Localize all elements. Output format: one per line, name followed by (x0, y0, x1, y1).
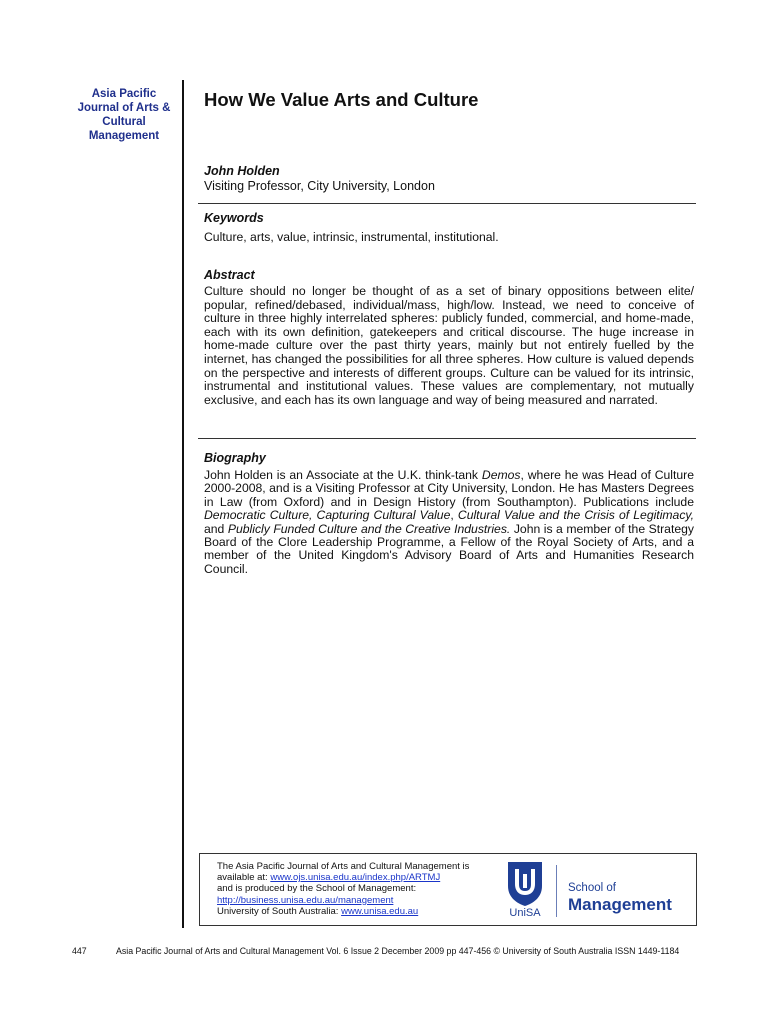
journal-name (70, 87, 178, 143)
management-text: Management (568, 895, 672, 914)
bio-demos: Demos (481, 468, 521, 482)
info-line: The Asia Pacific Journal of Arts and Cultural Management is (217, 861, 470, 872)
biography-heading: Biography (204, 451, 266, 465)
bio-publication: Democratic Culture, Capturing Cultural Value (204, 508, 451, 523)
bio-publication: Cultural Value and the Crisis of Legitimacy, (457, 508, 694, 523)
info-line (217, 872, 502, 883)
bio-publication: Publicly Funded Culture and the Creative Industries. (227, 521, 511, 536)
bio-text-part: , where he was Head of Culture 2000-2008, and is a Visiting Professor at City University, London. He has Masters Degrees in Law (from Oxford) and in Design History (from Southampton). Publications include (204, 468, 695, 509)
available-label: available at: (217, 872, 271, 884)
info-line (217, 895, 502, 906)
info-line: and is produced by the School of Management: (217, 883, 417, 895)
unisa-logo-icon (504, 860, 546, 918)
bio-text-part: John Holden is an Associate at the U.K. think-tank (204, 468, 482, 482)
vertical-divider (182, 80, 184, 928)
page-number: 447 (72, 946, 87, 956)
unisa-url-link[interactable]: www.unisa.edu.au (341, 905, 419, 917)
biography-text (204, 469, 694, 576)
keywords-text: Culture, arts, value, intrinsic, instrumental, institutional. (204, 230, 499, 244)
unisa-label: University of South Australia: (217, 905, 342, 917)
journal-name-line: Journal of Arts & (77, 102, 171, 114)
keywords-heading: Keywords (204, 211, 264, 225)
journal-name-line: Management (88, 130, 160, 142)
logo-divider (556, 865, 557, 917)
article-title: How We Value Arts and Culture (204, 89, 479, 110)
section-divider (198, 438, 696, 439)
bio-text-part: John is a member of the Strategy Board of the Clore Leadership Programme, a Fellow of the Royal Society of Arts, and a member of the United Kingdom's Advisory Board of Arts and Humanities Research Council. (204, 521, 694, 576)
bio-text-part: and (204, 521, 228, 536)
citation-line: Asia Pacific Journal of Arts and Cultural Management Vol. 6 Issue 2 December 2009 pp 447-456 © University of South Australia ISSN 1449-1184 (116, 946, 680, 956)
journal-info-text (217, 861, 502, 917)
journal-url-link[interactable]: www.ojs.unisa.edu.au/index.php/ARTMJ (270, 872, 441, 884)
unisa-logo-text: UniSA (509, 907, 541, 918)
author-name: John Holden (204, 164, 280, 178)
school-of-text: School of (568, 882, 616, 894)
info-line (217, 906, 502, 917)
bio-text-part: , (450, 508, 458, 523)
journal-name-line: Cultural (102, 116, 146, 128)
abstract-text: Culture should no longer be thought of as a set of binary oppositions between elite/ popular, refined/debased, individual/mass, high/low. Instead, we need to conceive of culture in three highly interrelated spheres: publicly funded, commercial, and home-made, each with its own definition, gatekeepers and critical discourse. The huge increase in home-made culture over the past thirty years, mainly but not entirely fuelled by the internet, has changed the possibilities for all three spheres. How culture is valued depends on the perspective and interests of different groups. Culture can be valued for its intrinsic, instrumental and institutional values. These values are complementary, not mutually exclusive, and each has its own language and way of being measured and narrated. (204, 284, 694, 407)
abstract-heading: Abstract (204, 268, 255, 282)
journal-name-line: Asia Pacific (91, 88, 157, 100)
management-url-link[interactable]: http://business.unisa.edu.au/management (217, 894, 394, 906)
section-divider (198, 203, 696, 204)
author-affiliation: Visiting Professor, City University, London (204, 179, 435, 193)
journal-info-box (199, 853, 697, 926)
